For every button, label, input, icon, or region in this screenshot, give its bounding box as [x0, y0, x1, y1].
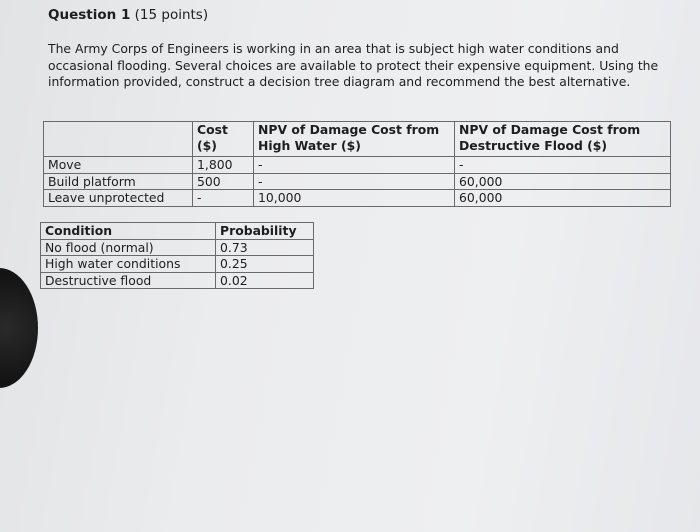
table-cell: 60,000	[455, 173, 671, 190]
question-title	[48, 7, 208, 23]
table-cell: 0.25	[216, 256, 314, 273]
table-cell: 60,000	[455, 190, 671, 207]
probability-table	[40, 222, 314, 289]
table-cell: Destructive flood	[41, 272, 216, 289]
table-row	[41, 239, 314, 256]
table-cell: -	[455, 157, 671, 174]
table-cell: 10,000	[254, 190, 455, 207]
table-row	[41, 272, 314, 289]
header-cell	[44, 122, 193, 157]
table-row	[41, 256, 314, 273]
table-row	[44, 173, 671, 190]
question-body: The Army Corps of Engineers is working in an area that is subject high water conditions and occasional flooding. Several choices are available to protect their expensive equipment. Using the information provided, construct a decision tree diagram and recommend the best alternative.	[48, 41, 659, 89]
table-cell: 0.73	[216, 239, 314, 256]
table-cell: -	[193, 190, 254, 207]
question-label: Question 1	[48, 7, 131, 23]
table-header-row	[44, 122, 671, 157]
table-header-row	[41, 223, 314, 240]
table-cell: 500	[193, 173, 254, 190]
question-points: (15 points)	[134, 7, 209, 23]
table-cell: High water conditions	[41, 256, 216, 273]
table-cell: Leave unprotected	[44, 190, 193, 207]
table-row	[44, 157, 671, 174]
table-row	[44, 190, 671, 207]
table-cell: No flood (normal)	[41, 239, 216, 256]
table-cell: -	[254, 157, 455, 174]
alternatives-table	[43, 121, 671, 207]
table-cell: -	[254, 173, 455, 190]
finger-shadow	[0, 268, 38, 388]
table-cell: 0.02	[216, 272, 314, 289]
header-condition: Condition	[41, 223, 216, 240]
table-cell: 1,800	[193, 157, 254, 174]
header-cost: Cost ($)	[193, 122, 254, 157]
header-flood: NPV of Damage Cost from Destructive Flood ($)	[455, 122, 671, 157]
table-cell: Build platform	[44, 173, 193, 190]
header-high-water: NPV of Damage Cost from High Water ($)	[254, 122, 455, 157]
header-probability: Probability	[216, 223, 314, 240]
table-cell: Move	[44, 157, 193, 174]
